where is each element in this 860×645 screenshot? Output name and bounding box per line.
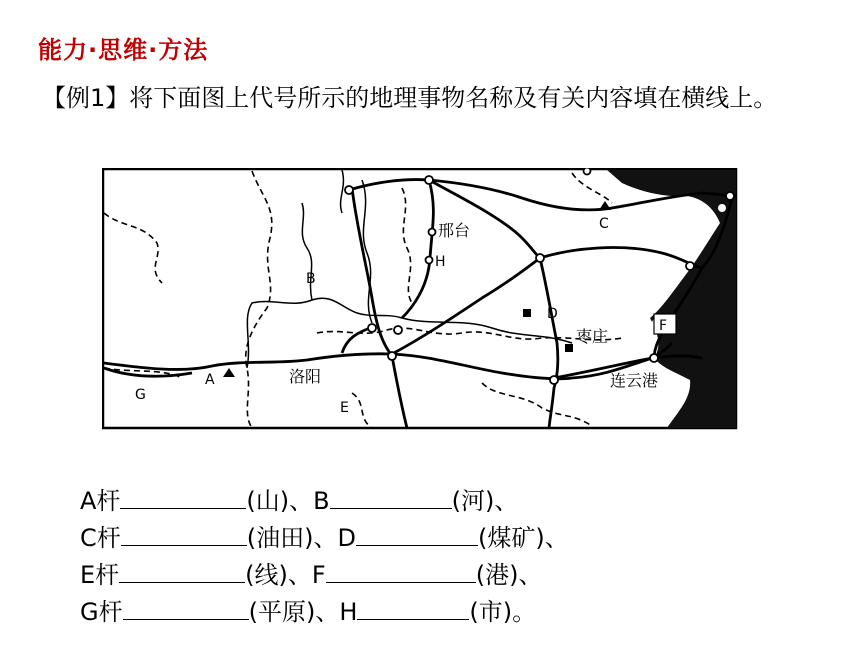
answer-suffix: (线)、 — [245, 561, 312, 589]
map-figure — [102, 168, 738, 430]
label-xingtai: 邢台 — [438, 221, 471, 240]
label-H: H — [435, 254, 446, 270]
label-F: F — [659, 318, 668, 334]
answer-suffix: (平原)、 — [248, 598, 340, 626]
label-D: D — [547, 306, 558, 322]
answer-suffix: (港)、 — [475, 561, 543, 589]
answer-prefix: A杆 — [80, 487, 121, 515]
answer-row — [80, 519, 569, 556]
answer-suffix: (河)、 — [451, 487, 519, 515]
answer-blank-B[interactable] — [330, 482, 452, 509]
section-heading: 能力·思维·方法 — [38, 36, 209, 64]
answer-suffix: (煤矿)、 — [477, 524, 569, 552]
answer-prefix: B — [313, 487, 330, 515]
label-E: E — [340, 400, 349, 416]
answer-row — [80, 593, 569, 630]
question-text: 【例1】将下面图上代号所示的地理事物名称及有关内容填在横线上。 — [42, 84, 778, 112]
answer-blank-E[interactable] — [119, 556, 245, 583]
answer-row — [80, 556, 569, 593]
coalmine-marker-D — [523, 309, 531, 317]
answer-prefix: C杆 — [80, 524, 121, 552]
label-lianyungang: 连云港 — [610, 371, 659, 390]
answer-prefix: G杆 — [80, 598, 123, 626]
answer-blank-H[interactable] — [357, 593, 469, 620]
label-B: B — [306, 271, 316, 287]
answer-suffix: (市)。 — [469, 598, 537, 626]
answer-blank-F[interactable] — [326, 556, 476, 583]
label-zaozhuang: 枣庄 — [576, 327, 609, 346]
label-A: A — [205, 372, 215, 388]
zaozhuang-marker — [565, 344, 573, 352]
label-G: G — [135, 387, 146, 403]
answer-suffix: (山)、 — [246, 487, 314, 515]
answer-row — [80, 482, 569, 519]
answer-prefix: E杆 — [80, 561, 120, 589]
answer-blank-D[interactable] — [356, 519, 478, 546]
answer-prefix: D — [337, 524, 356, 552]
answer-blanks — [80, 482, 569, 630]
answer-suffix: (油田)、 — [246, 524, 338, 552]
answer-prefix: H — [339, 598, 358, 626]
answer-blank-G[interactable] — [123, 593, 249, 620]
label-luoyang: 洛阳 — [289, 367, 322, 386]
answer-prefix: F — [311, 561, 326, 589]
answer-blank-C[interactable] — [121, 519, 247, 546]
answer-blank-A[interactable] — [120, 482, 246, 509]
label-C: C — [599, 216, 609, 232]
